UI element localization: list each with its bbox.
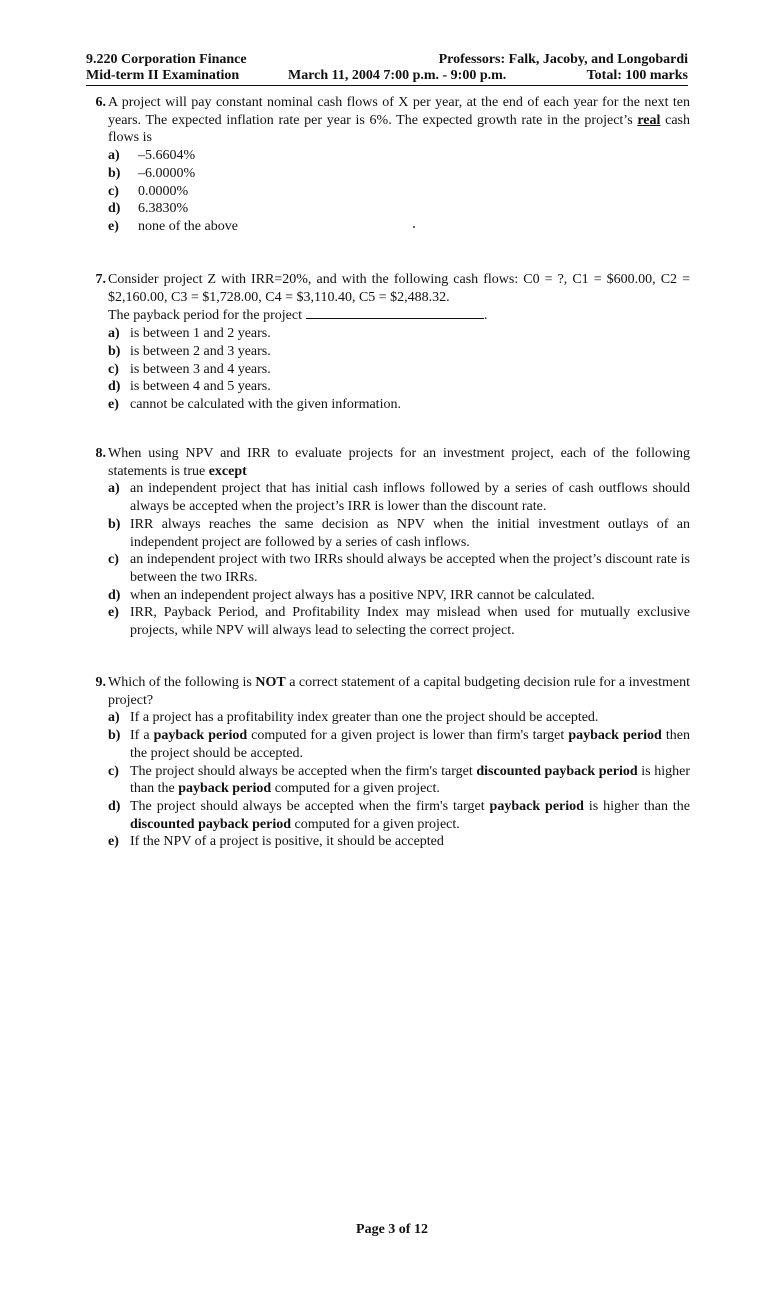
page-number: Page 3 of 12 <box>356 1222 428 1237</box>
question-6 <box>78 94 690 236</box>
option-e: e) IRR, Payback Period, and Profitability Index may mislead when used for mutually exclusive projects, while NPV will always lead to selecting the correct project. <box>108 605 690 639</box>
question-number: 7. <box>95 272 106 287</box>
option-d: d) when an independent project always has a positive NPV, IRR cannot be calculated. <box>108 587 595 603</box>
option-a: a) –5.6604% <box>108 148 196 164</box>
option-b: b) IRR always reaches the same decision as NPV when the initial investment outlays of an independent project are followed by a series of cash inflows. <box>108 516 690 550</box>
exam-title: Mid-term II Examination <box>86 68 240 83</box>
option-a: a) is between 1 and 2 years. <box>108 326 271 342</box>
option-b: b) If a payback period computed for a given project is lower than firm's target payback period then the project should be accepted. <box>108 728 690 761</box>
option-c: c) an independent project with two IRRs should always be accepted when the project’s discount rate is between the two IRRs. <box>108 552 690 585</box>
question-number: 6. <box>95 95 106 110</box>
course-title: 9.220 Corporation Finance <box>86 52 247 67</box>
option-e: e) none of the above <box>108 218 238 234</box>
option-c: c) is between 3 and 4 years. <box>108 361 271 377</box>
question-text: Which of the following is NOT a correct statement of a capital budgeting decision rule for a investment project? <box>108 675 691 708</box>
professors: Professors: Falk, Jacoby, and Longobardi <box>438 52 688 67</box>
option-c: c) The project should always be accepted when the firm's target discounted payback period is higher than the payback period computed for a given project. <box>108 763 690 797</box>
question-text: A project will pay constant nominal cash flows of X per year, at the end of each year for the next ten years. The expected inflation rate per year is 6%. The expected growth rate in the project’s real cash flows is <box>108 95 690 146</box>
question-text: Consider project Z with IRR=20%, and with the following cash flows: C0 = ?, C1 = $600.00, C2 = $2,160.00, C3 = $1,728.00, C4 = $3,110.40, C5 = $2,488.32. <box>108 272 690 305</box>
option-b: b) –6.0000% <box>108 165 196 181</box>
option-e: e) If the NPV of a project is positive, it should be accepted <box>108 834 444 850</box>
header-row-1 <box>86 51 688 68</box>
question-prompt: The payback period for the project . <box>108 308 488 324</box>
question-9 <box>78 674 690 851</box>
option-a: a) an independent project that has initial cash inflows followed by a series of cash outflows should always be accepted when the project’s IRR is lower than the discount rate. <box>108 481 690 515</box>
answer-blank <box>306 306 484 319</box>
option-a: a) If a project has a profitability index greater than one the project should be accepted. <box>108 710 599 726</box>
question-number: 9. <box>95 675 106 690</box>
keyword: except <box>208 463 247 479</box>
question-8 <box>78 445 690 640</box>
option-b: b) is between 2 and 3 years. <box>108 343 271 359</box>
keyword: NOT <box>255 675 286 690</box>
option-e: e) cannot be calculated with the given information. <box>108 396 401 412</box>
option-d: d) 6.3830% <box>108 201 189 217</box>
stray-dot <box>413 226 415 228</box>
question-number: 8. <box>95 446 106 461</box>
question-7 <box>78 271 690 414</box>
question-text: When using NPV and IRR to evaluate projects for an investment project, each of the following statements is true except <box>108 446 690 479</box>
option-c: c) 0.0000% <box>108 183 189 199</box>
keyword: real <box>637 112 661 128</box>
exam-date: March 11, 2004 7:00 p.m. - 9:00 p.m. <box>288 68 507 83</box>
total-marks: Total: 100 marks <box>586 68 688 83</box>
option-d: d) The project should always be accepted when the firm's target payback period is higher than the discounted payback period computed for a given project. <box>108 798 691 832</box>
option-d: d) is between 4 and 5 years. <box>108 379 271 395</box>
header-row-2 <box>86 67 688 86</box>
